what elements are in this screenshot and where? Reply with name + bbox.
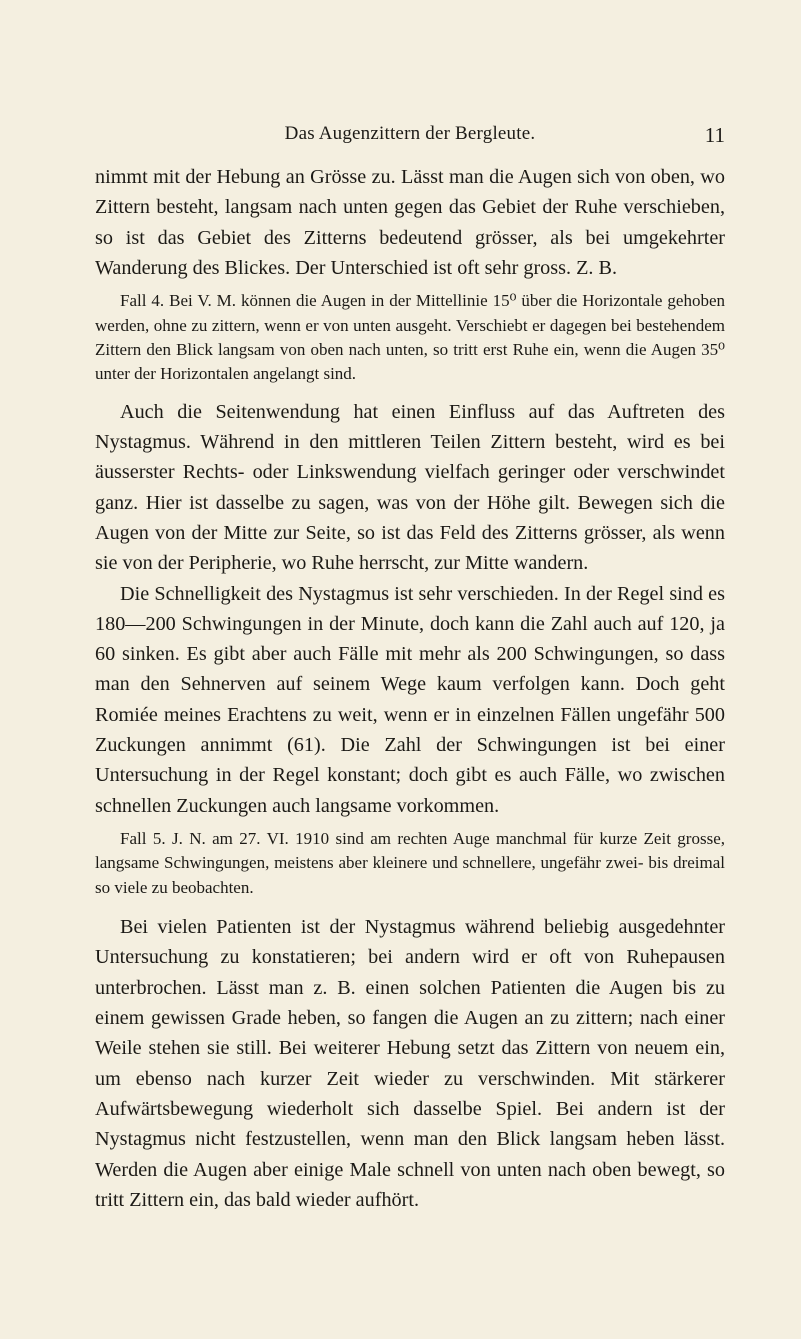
case-report-5: Fall 5. J. N. am 27. VI. 1910 sind am rechten Auge manchmal für kurze Zeit grosse, langsame Schwingungen, meistens aber kleinere und schnellere, ungefähr zwei- bis dreimal so viele zu beobachten. <box>95 828 725 897</box>
paragraph-side-turning: Auch die Seitenwendung hat einen Einfluss auf das Auftreten des Nystagmus. Während in den mittleren Teilen Zittern besteht, wird es bei äusserster Rechts- oder Linkswendung vielfach geringer oder verschwindet ganz. Hier ist dasselbe zu sagen, was von der Höhe gilt. Bewegen sich die Augen von der Mitte zur Seite, so ist das Feld des Zitterns grösser, als wenn sie von der Peripherie, wo Ruhe herrscht, zur Mitte wandern. <box>95 400 725 575</box>
paragraph-height-effect: nimmt mit der Hebung an Grösse zu. Lässt man die Augen sich von oben, wo Zittern besteht, langsam nach unten gegen das Gebiet der Ruhe verschieben, so ist das Gebiet des Zitterns bedeutend grösser, als bei umgekehrter Wanderung des Blickes. Der Unterschied ist oft sehr gross. Z. B. <box>95 166 725 279</box>
case-report-4: Fall 4. Bei V. M. können die Augen in der Mittellinie 15⁰ über die Horizontale gehoben werden, ohne zu zittern, wenn er von unten ausgeht. Verschiebt er dagegen bei bestehendem Zittern den Blick langsam von oben nach unten, so tritt erst Ruhe ein, wenn die Augen 35⁰ unter der Horizontalen angelangt sind. <box>95 291 725 384</box>
running-head <box>95 123 725 149</box>
running-title: Das Augenzittern der Bergleute. <box>284 123 536 144</box>
paragraph-rest-pauses: Bei vielen Patienten ist der Nystagmus während beliebig ausgedehnter Untersuchung zu konstatieren; bei andern wird er oft von Ruhepausen unterbrochen. Lässt man z. B. einen solchen Patienten die Augen bis zu einem gewissen Grade heben, so fangen die Augen an zu zittern; nach einer Weile stehen sie still. Bei weiterer Hebung setzt das Zittern von neuem ein, um ebenso nach kurzer Zeit wieder zu verschwinden. Mit stärkerer Aufwärtsbewegung wiederholt sich dasselbe Spiel. Bei andern ist der Nystagmus nicht festzustellen, wenn man den Blick langsam heben lässt. Werden die Augen aber einige Male schnell von unten nach oben bewegt, so tritt Zittern ein, das bald wieder aufhört. <box>95 916 725 1211</box>
page-number: 11 <box>704 123 725 147</box>
paragraph-speed: Die Schnelligkeit des Nystagmus ist sehr verschieden. In der Regel sind es 180—200 Schwingungen in der Minute, doch kann die Zahl auch auf 120, ja 60 sinken. Es gibt aber auch Fälle mit mehr als 200 Schwingungen, so dass man den Sehnerven auf seinem Wege kaum verfolgen kann. Doch geht Romiée meines Erachtens zu weit, wenn er in einzelnen Fällen ungefähr 500 Zuckungen annimmt (61). Die Zahl der Schwingungen ist bei einer Untersuchung in der Regel konstant; doch gibt es auch Fälle, wo zwischen schnellen Zuckungen auch langsame vorkommen. <box>95 582 725 817</box>
body-text <box>95 162 725 1215</box>
